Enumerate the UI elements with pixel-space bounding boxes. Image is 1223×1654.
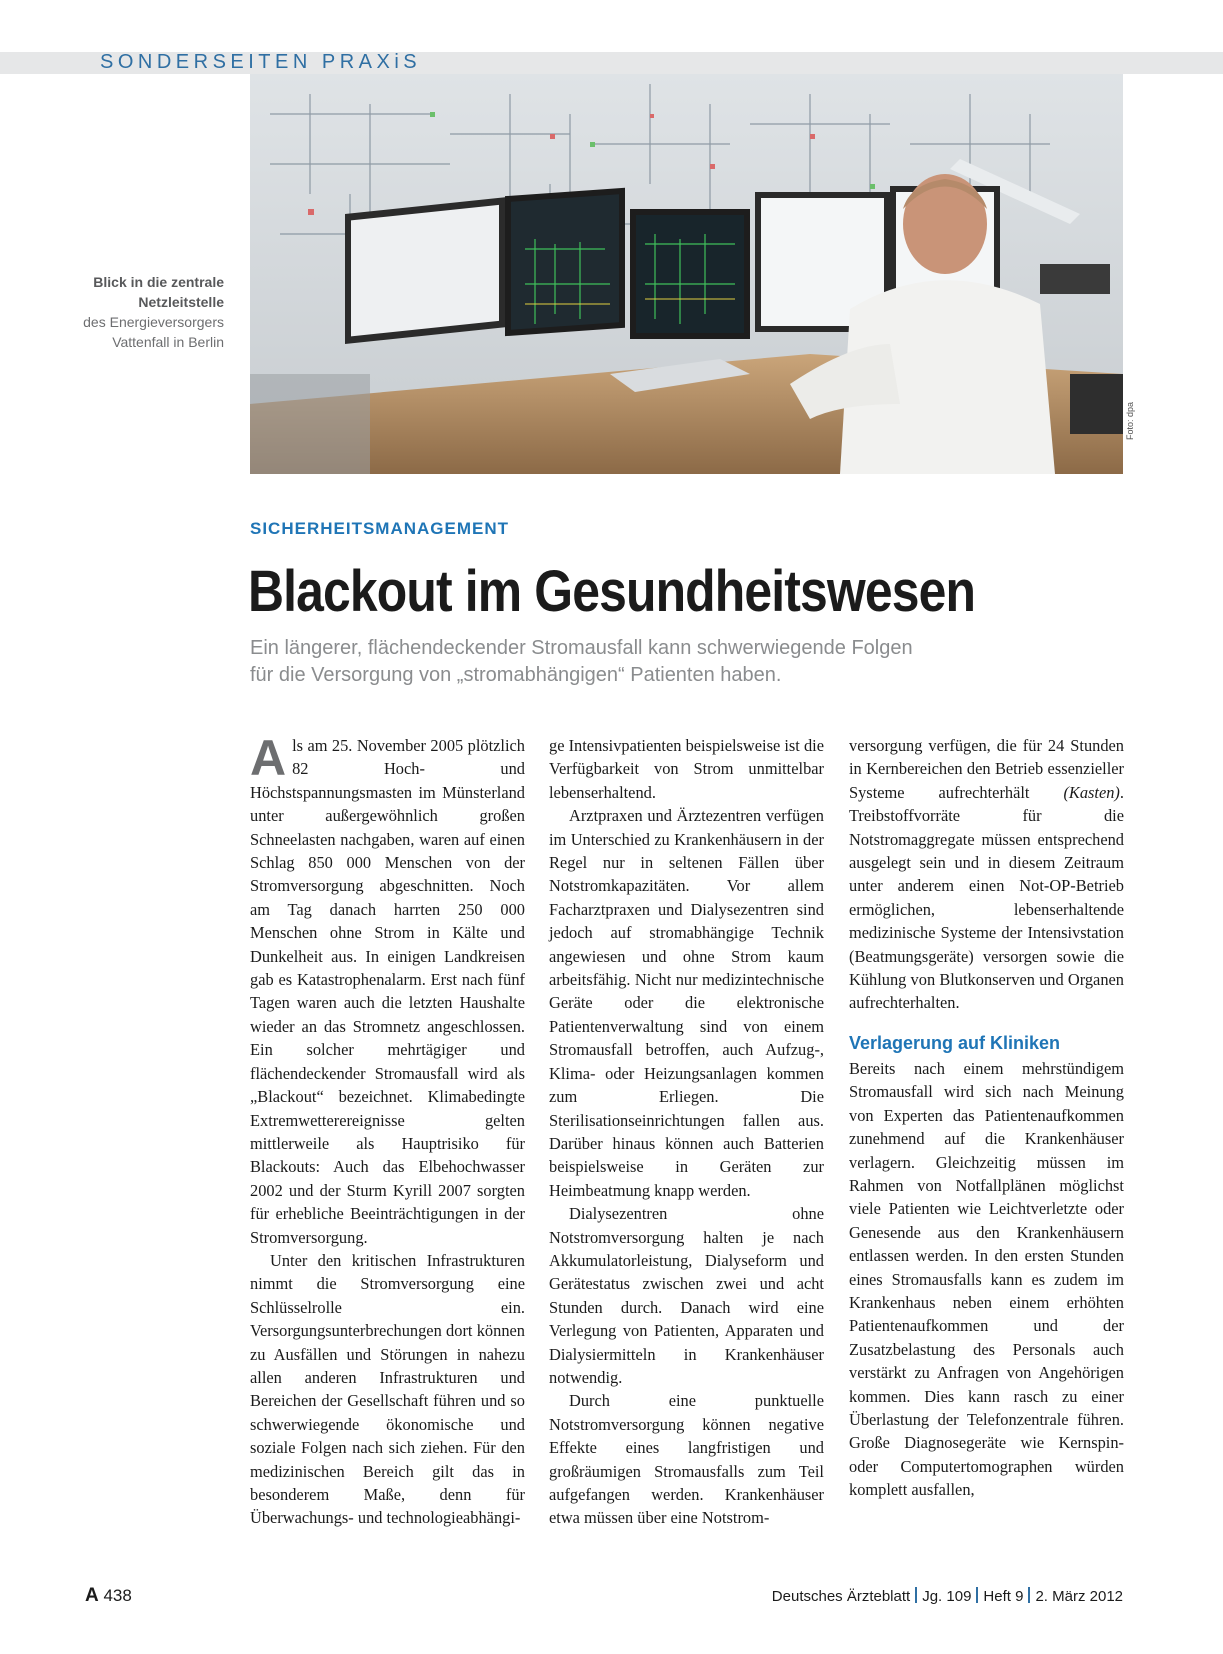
caption-line: Vattenfall in Berlin xyxy=(112,334,224,350)
photo-credit: Foto: dpa xyxy=(1125,401,1135,440)
paragraph xyxy=(250,730,525,1249)
section-label: SONDERSEITEN PRAXiS xyxy=(100,51,422,73)
paragraph xyxy=(849,734,1124,1015)
journal-name: Deutsches Ärzteblatt xyxy=(771,1588,911,1605)
photo-caption xyxy=(40,272,224,352)
article-kicker: SICHERHEITSMANAGEMENT xyxy=(250,519,510,538)
journal-volume: Jg. 109 xyxy=(922,1588,972,1605)
paragraph-text: ls am 25. November 2005 plötzlich 82 Hoch- und Höchstspannungsmasten im Münsterland unter außergewöhnlich großen Schneelasten nachgaben, waren auf einen Schlag 850 000 Menschen von der Stromversorgung abgeschnitten. Noch am Tag danach harrten 250 000 Menschen ohne Strom in Kälte und Dunkelheit aus. In einigen Landkreisen gab es Katastrophenalarm. Erst nach fünf Tagen waren auch die letzten Haushalte wieder an das Stromnetz angeschlossen. Ein solcher mehrtägiger und flächendeckender Stromausfall wird als „Blackout“ bezeichnet. Klimabedingte Extremwetterereignisse gelten mittlerweile als Hauptrisiko für Blackouts: Auch das Elbehochwasser 2002 und der Sturm Kyrill 2007 sorgten für erhebliche Beeinträchtigungen in der Stromversorgung. xyxy=(250,736,525,1247)
caption-line: Blick in die zentrale xyxy=(93,274,224,290)
caption-line: des Energieversorgers xyxy=(83,314,224,330)
journal-date: 2. März 2012 xyxy=(1035,1588,1123,1605)
paragraph: Durch eine punktuelle Notstromversorgung können negative Effekte eines langfristigen und großräumigen Stromausfalls zum Teil aufgefangen werden. Krankenhäuser etwa müssen über eine Notstrom- xyxy=(549,1391,824,1528)
paragraph-text: versorgung verfügen, die für 24 Stunden in Kernbereichen den Betrieb essenzieller Systeme aufrechterhält xyxy=(849,736,1124,802)
paragraph: Arztpraxen und Ärztezentren verfügen im Unterschied zu Krankenhäusern in der Regel nur in seltenen Fällen über Notstromkapazitäten. Vor allem Facharztpraxen und Dialysezentren sind jedoch auf stromabhängige Technik angewiesen und ohne Strom kaum arbeitsfähig. Nicht nur medizintechnische Geräte oder die elektronische Patientenverwaltung sind von einem Stromausfall betroffen, auch Aufzug-, Klima- oder Heizungsanlagen kommen zum Erliegen. Die Sterilisationseinrichtungen fallen aus. Darüber hinaus können auch Batterien beispielsweise in Geräten zur Heimbeatmung knapp werden. xyxy=(549,806,824,1200)
paragraph: ge Intensivpatienten beispielsweise ist die Verfügbarkeit von Strom unmittelbar lebenserhaltend. xyxy=(549,736,824,802)
subheading: Verlagerung auf Kliniken xyxy=(849,1032,1061,1053)
paragraph: Unter den kritischen Infrastrukturen nimmt die Stromversorgung eine Schlüsselrolle ein. Versorgungsunterbrechungen dort können zu Ausfällen und Störungen in nahezu allen anderen Infrastrukturen und Bereichen der Gesellschaft führen und so schwerwiegende ökonomische und soziale Folgen nach sich ziehen. Für den medizinischen Bereich gilt das in besonderem Maße, denn für Überwachungs- und technologieabhängi- xyxy=(250,1250,525,1528)
control-room-photo xyxy=(250,74,1123,474)
text-column-3 xyxy=(849,734,1124,1502)
text-column-2 xyxy=(549,734,824,1530)
page-prefix: A xyxy=(85,1585,99,1606)
journal-info xyxy=(772,1587,1123,1605)
control-room-illustration xyxy=(250,74,1123,474)
drop-cap: A xyxy=(250,730,287,786)
journal-issue: Heft 9 xyxy=(983,1588,1024,1605)
paragraph-text: . Treibstoffvorräte für die Notstromaggregate müssen entsprechend ausgelegt sein und in diesem Zeitraum unter anderem einen Not-OP-Betrieb ermöglichen, lebenserhaltende medizinische Systeme der Intensivstation (Beatmungsgeräte) versorgen sowie die Kühlung von Blutkonserven und Organen aufrechterhalten. xyxy=(849,782,1124,1013)
article-title: Blackout im Gesundheitswesen xyxy=(248,559,976,624)
box-reference: (Kasten) xyxy=(1063,782,1120,802)
paragraph: Dialysezentren ohne Notstromversorgung halten je nach Akkumulatorleistung, Dialyseform und Gerätestatus zwischen zwei und acht Stunden durch. Danach wird eine Verlegung von Patienten, Apparaten und Dialysiermitteln in Krankenhäuser notwendig. xyxy=(549,1204,824,1387)
page-number xyxy=(85,1585,132,1607)
article-lead xyxy=(250,635,1050,689)
lead-line: Ein längerer, flächendeckender Stromausfall kann schwerwiegende Folgen xyxy=(250,637,913,659)
page-number-value: 438 xyxy=(103,1586,132,1605)
caption-line: Netzleitstelle xyxy=(138,294,224,310)
lead-line: für die Versorgung von „stromabhängigen“ Patienten haben. xyxy=(250,664,782,686)
text-column-1 xyxy=(250,730,525,1530)
paragraph: Bereits nach einem mehrstündigem Stromausfall wird sich nach Meinung von Experten das Patientenaufkommen zunehmend auf die Krankenhäuser verlagern. Gleichzeitig müssen im Rahmen von Notfallplänen möglichst viele Patienten wie Leichtverletzte oder Genesende aus den Krankenhäusern entlassen werden. In den ersten Stunden eines Stromausfalls kann es zudem im Krankenhaus neben einem erhöhten Patientenaufkommen und der Zusatzbelastung des Personals auch verstärkt zu Anfragen von Angehörigen kommen. Dies kann rasch zu einer Überlastung der Telefonzentrale führen. Große Diagnosegeräte wie Kernspin- oder Computertomographen würden komplett ausfallen, xyxy=(849,1058,1124,1500)
